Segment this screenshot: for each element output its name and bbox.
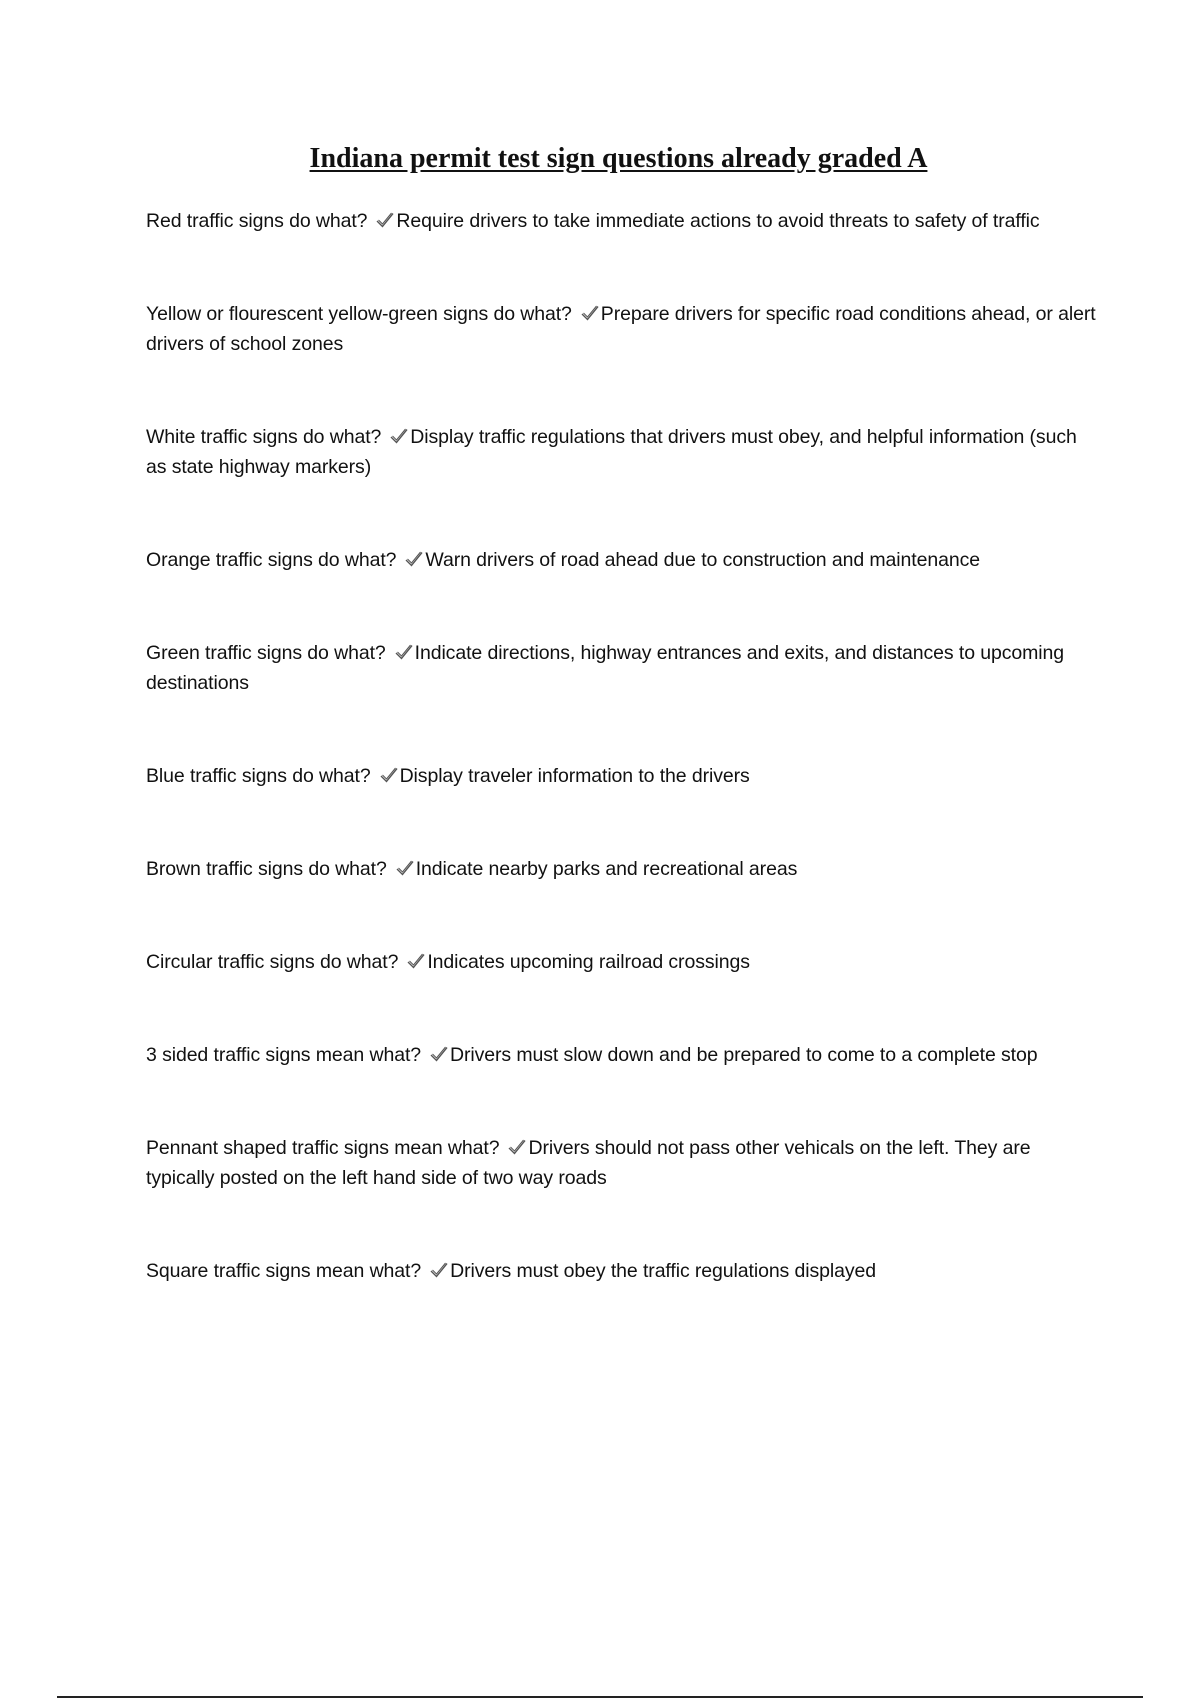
answer-text: Drivers must slow down and be prepared to come to a complete stop (450, 1044, 1038, 1066)
check-mark-icon (394, 643, 414, 661)
qa-item (146, 854, 1096, 884)
check-mark-icon (379, 766, 399, 784)
qa-item (146, 545, 1096, 575)
answer-text: Display traveler information to the drivers (399, 765, 750, 787)
qa-item (146, 761, 1096, 791)
qa-item (146, 1133, 1096, 1193)
page-footer-divider (57, 1696, 1143, 1698)
question-text: Square traffic signs mean what? (146, 1260, 422, 1282)
answer-text: Drivers should not pass other vehicals on the left. They are typically posted on the left hand side of two way roads (146, 1137, 1031, 1189)
check-mark-icon (406, 952, 426, 970)
question-text: Pennant shaped traffic signs mean what? (146, 1137, 500, 1159)
qa-item (146, 422, 1096, 482)
answer-text: Require drivers to take immediate actions to avoid threats to safety of traffic (396, 210, 1040, 232)
question-text: Blue traffic signs do what? (146, 765, 371, 787)
qa-list (146, 206, 1096, 1349)
qa-item (146, 1040, 1096, 1070)
question-text: 3 sided traffic signs mean what? (146, 1044, 422, 1066)
check-mark-icon (375, 211, 395, 229)
answer-text: Display traffic regulations that drivers must obey, and helpful information (such as state highway markers) (146, 426, 1077, 478)
answer-text: Drivers must obey the traffic regulations displayed (450, 1260, 877, 1282)
answer-text: Indicate directions, highway entrances and exits, and distances to upcoming destinations (146, 642, 1065, 694)
qa-item (146, 206, 1096, 236)
answer-text: Indicate nearby parks and recreational areas (415, 858, 798, 880)
question-text: Circular traffic signs do what? (146, 951, 399, 973)
check-mark-icon (389, 427, 409, 445)
question-text: Yellow or flourescent yellow-green signs do what? (146, 303, 572, 325)
question-text: Orange traffic signs do what? (146, 549, 397, 571)
check-mark-icon (429, 1045, 449, 1063)
document-title: Indiana permit test sign questions already graded A (309, 143, 928, 174)
check-mark-icon (507, 1138, 527, 1156)
check-mark-icon (395, 859, 415, 877)
question-text: Brown traffic signs do what? (146, 858, 387, 880)
answer-text: Indicates upcoming railroad crossings (427, 951, 750, 973)
check-mark-icon (429, 1261, 449, 1279)
qa-item (146, 947, 1096, 977)
answer-text: Prepare drivers for specific road conditions ahead, or alert drivers of school zones (146, 303, 1096, 355)
qa-item (146, 1256, 1096, 1286)
qa-item (146, 638, 1096, 698)
qa-item (146, 299, 1096, 359)
question-text: White traffic signs do what? (146, 426, 382, 448)
check-mark-icon (580, 304, 600, 322)
answer-text: Warn drivers of road ahead due to construction and maintenance (425, 549, 980, 571)
question-text: Red traffic signs do what? (146, 210, 368, 232)
check-mark-icon (404, 550, 424, 568)
question-text: Green traffic signs do what? (146, 642, 386, 664)
